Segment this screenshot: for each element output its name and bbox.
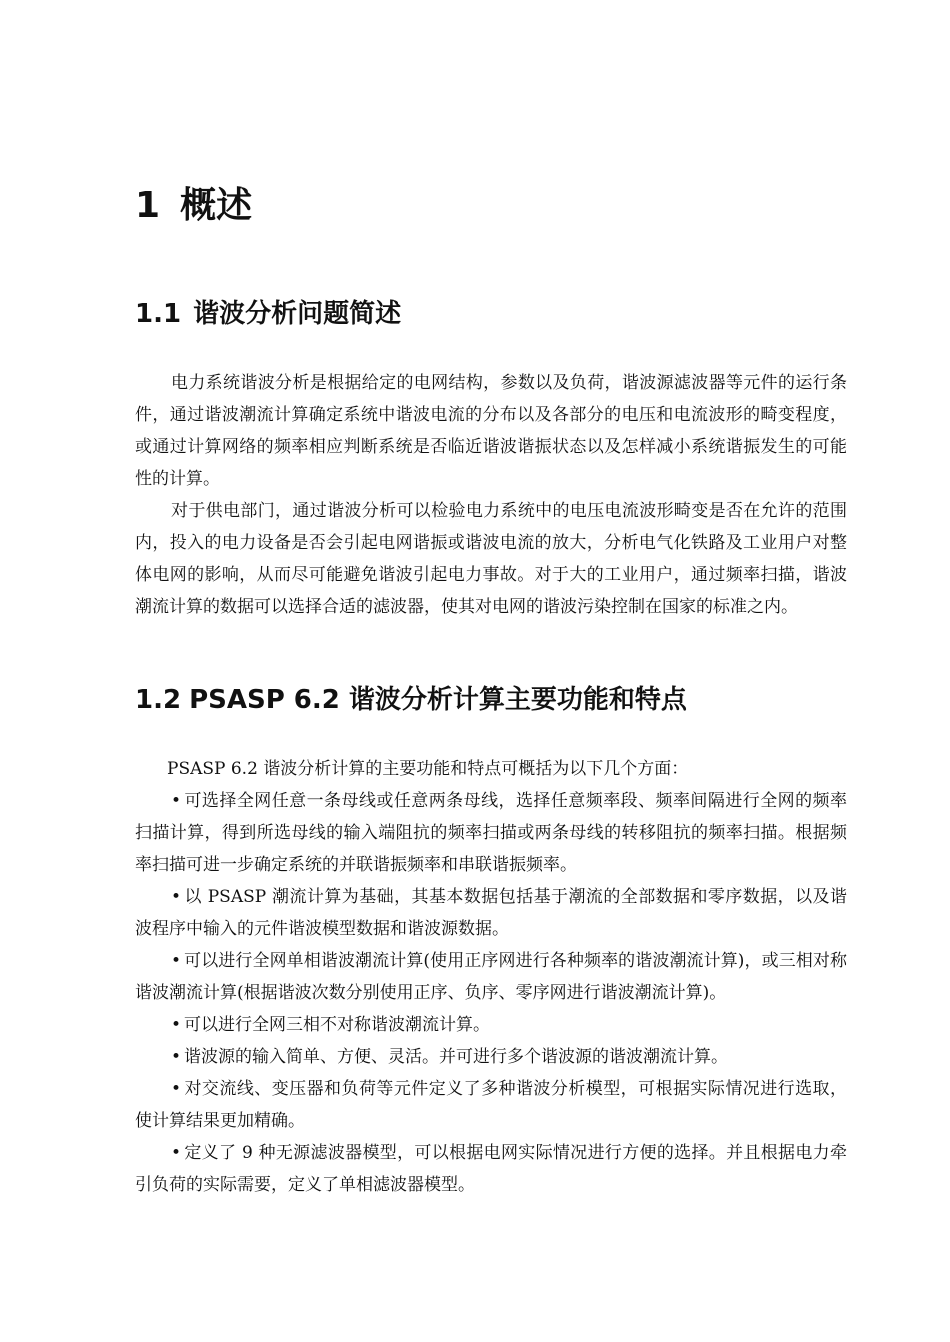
chapter-title-text: 概述 <box>180 185 253 226</box>
bullet-item <box>135 1009 847 1041</box>
section-heading-1-2 <box>135 683 687 717</box>
section-number: 1.1 <box>135 299 182 329</box>
bullet-text: 对交流线、变压器和负荷等元件定义了多种谐波分析模型，可根据实际情况进行选取，使计算结果更加精确。 <box>135 1079 847 1131</box>
section-title-text: 谐波分析问题简述 <box>193 299 402 329</box>
bullet-text: 可以进行全网三相不对称谐波潮流计算。 <box>184 1015 491 1035</box>
bullet-item <box>135 1137 847 1201</box>
section-heading-1-1 <box>135 297 401 331</box>
bullet-marker: • <box>171 791 182 811</box>
chapter-number: 1 <box>135 185 161 226</box>
bullet-text: 可以进行全网单相谐波潮流计算(使用正序网进行各种频率的谐波潮流计算)，或三相对称谐波潮流计算(根据谐波次数分别使用正序、负序、零序网进行谐波潮流计算)。 <box>135 951 847 1003</box>
chapter-title <box>135 184 252 228</box>
bullet-item <box>135 1041 847 1073</box>
section-1-2-body <box>135 753 847 1201</box>
bullet-marker: • <box>171 887 182 907</box>
bullet-item <box>135 881 847 945</box>
bullet-item <box>135 945 847 1009</box>
section-1-1-body <box>135 367 847 623</box>
bullet-text: 定义了 9 种无源滤波器模型，可以根据电网实际情况进行方便的选择。并且根据电力牵引负荷的实际需要，定义了单相滤波器模型。 <box>135 1143 847 1195</box>
paragraph: 电力系统谐波分析是根据给定的电网结构，参数以及负荷，谐波源滤波器等元件的运行条件，通过谐波潮流计算确定系统中谐波电流的分布以及各部分的电压和电流波形的畸变程度，或通过计算网络的频率相应判断系统是否临近谐波谐振状态以及怎样减小系统谐振发生的可能性的计算。 <box>135 373 847 489</box>
bullet-text: 可选择全网任意一条母线或任意两条母线，选择任意频率段、频率间隔进行全网的频率扫描计算，得到所选母线的输入端阻抗的频率扫描或两条母线的转移阻抗的频率扫描。根据频率扫描可进一步确定系统的并联谐振频率和串联谐振频率。 <box>135 791 847 875</box>
bullet-marker: • <box>171 1143 182 1163</box>
bullet-item <box>135 785 847 881</box>
section-intro: PSASP 6.2 谐波分析计算的主要功能和特点可概括为以下几个方面： <box>167 759 689 779</box>
bullet-item <box>135 1073 847 1137</box>
bullet-text: 以 PSASP 潮流计算为基础，其基本数据包括基于潮流的全部数据和零序数据，以及谐波程序中输入的元件谐波模型数据和谐波源数据。 <box>135 887 847 939</box>
bullet-marker: • <box>171 951 182 971</box>
section-title-text: PSASP 6.2 谐波分析计算主要功能和特点 <box>189 685 687 715</box>
bullet-marker: • <box>171 1079 182 1099</box>
bullet-text: 谐波源的输入简单、方便、灵活。并可进行多个谐波源的谐波潮流计算。 <box>184 1047 729 1067</box>
bullet-marker: • <box>171 1015 182 1035</box>
paragraph: 对于供电部门，通过谐波分析可以检验电力系统中的电压电流波形畸变是否在允许的范围内，投入的电力设备是否会引起电网谐振或谐波电流的放大，分析电气化铁路及工业用户对整体电网的影响，从而尽可能避免谐波引起电力事故。对于大的工业用户，通过频率扫描，谐波潮流计算的数据可以选择合适的滤波器，使其对电网的谐波污染控制在国家的标准之内。 <box>135 501 847 617</box>
bullet-marker: • <box>171 1047 182 1067</box>
section-number: 1.2 <box>135 685 182 715</box>
